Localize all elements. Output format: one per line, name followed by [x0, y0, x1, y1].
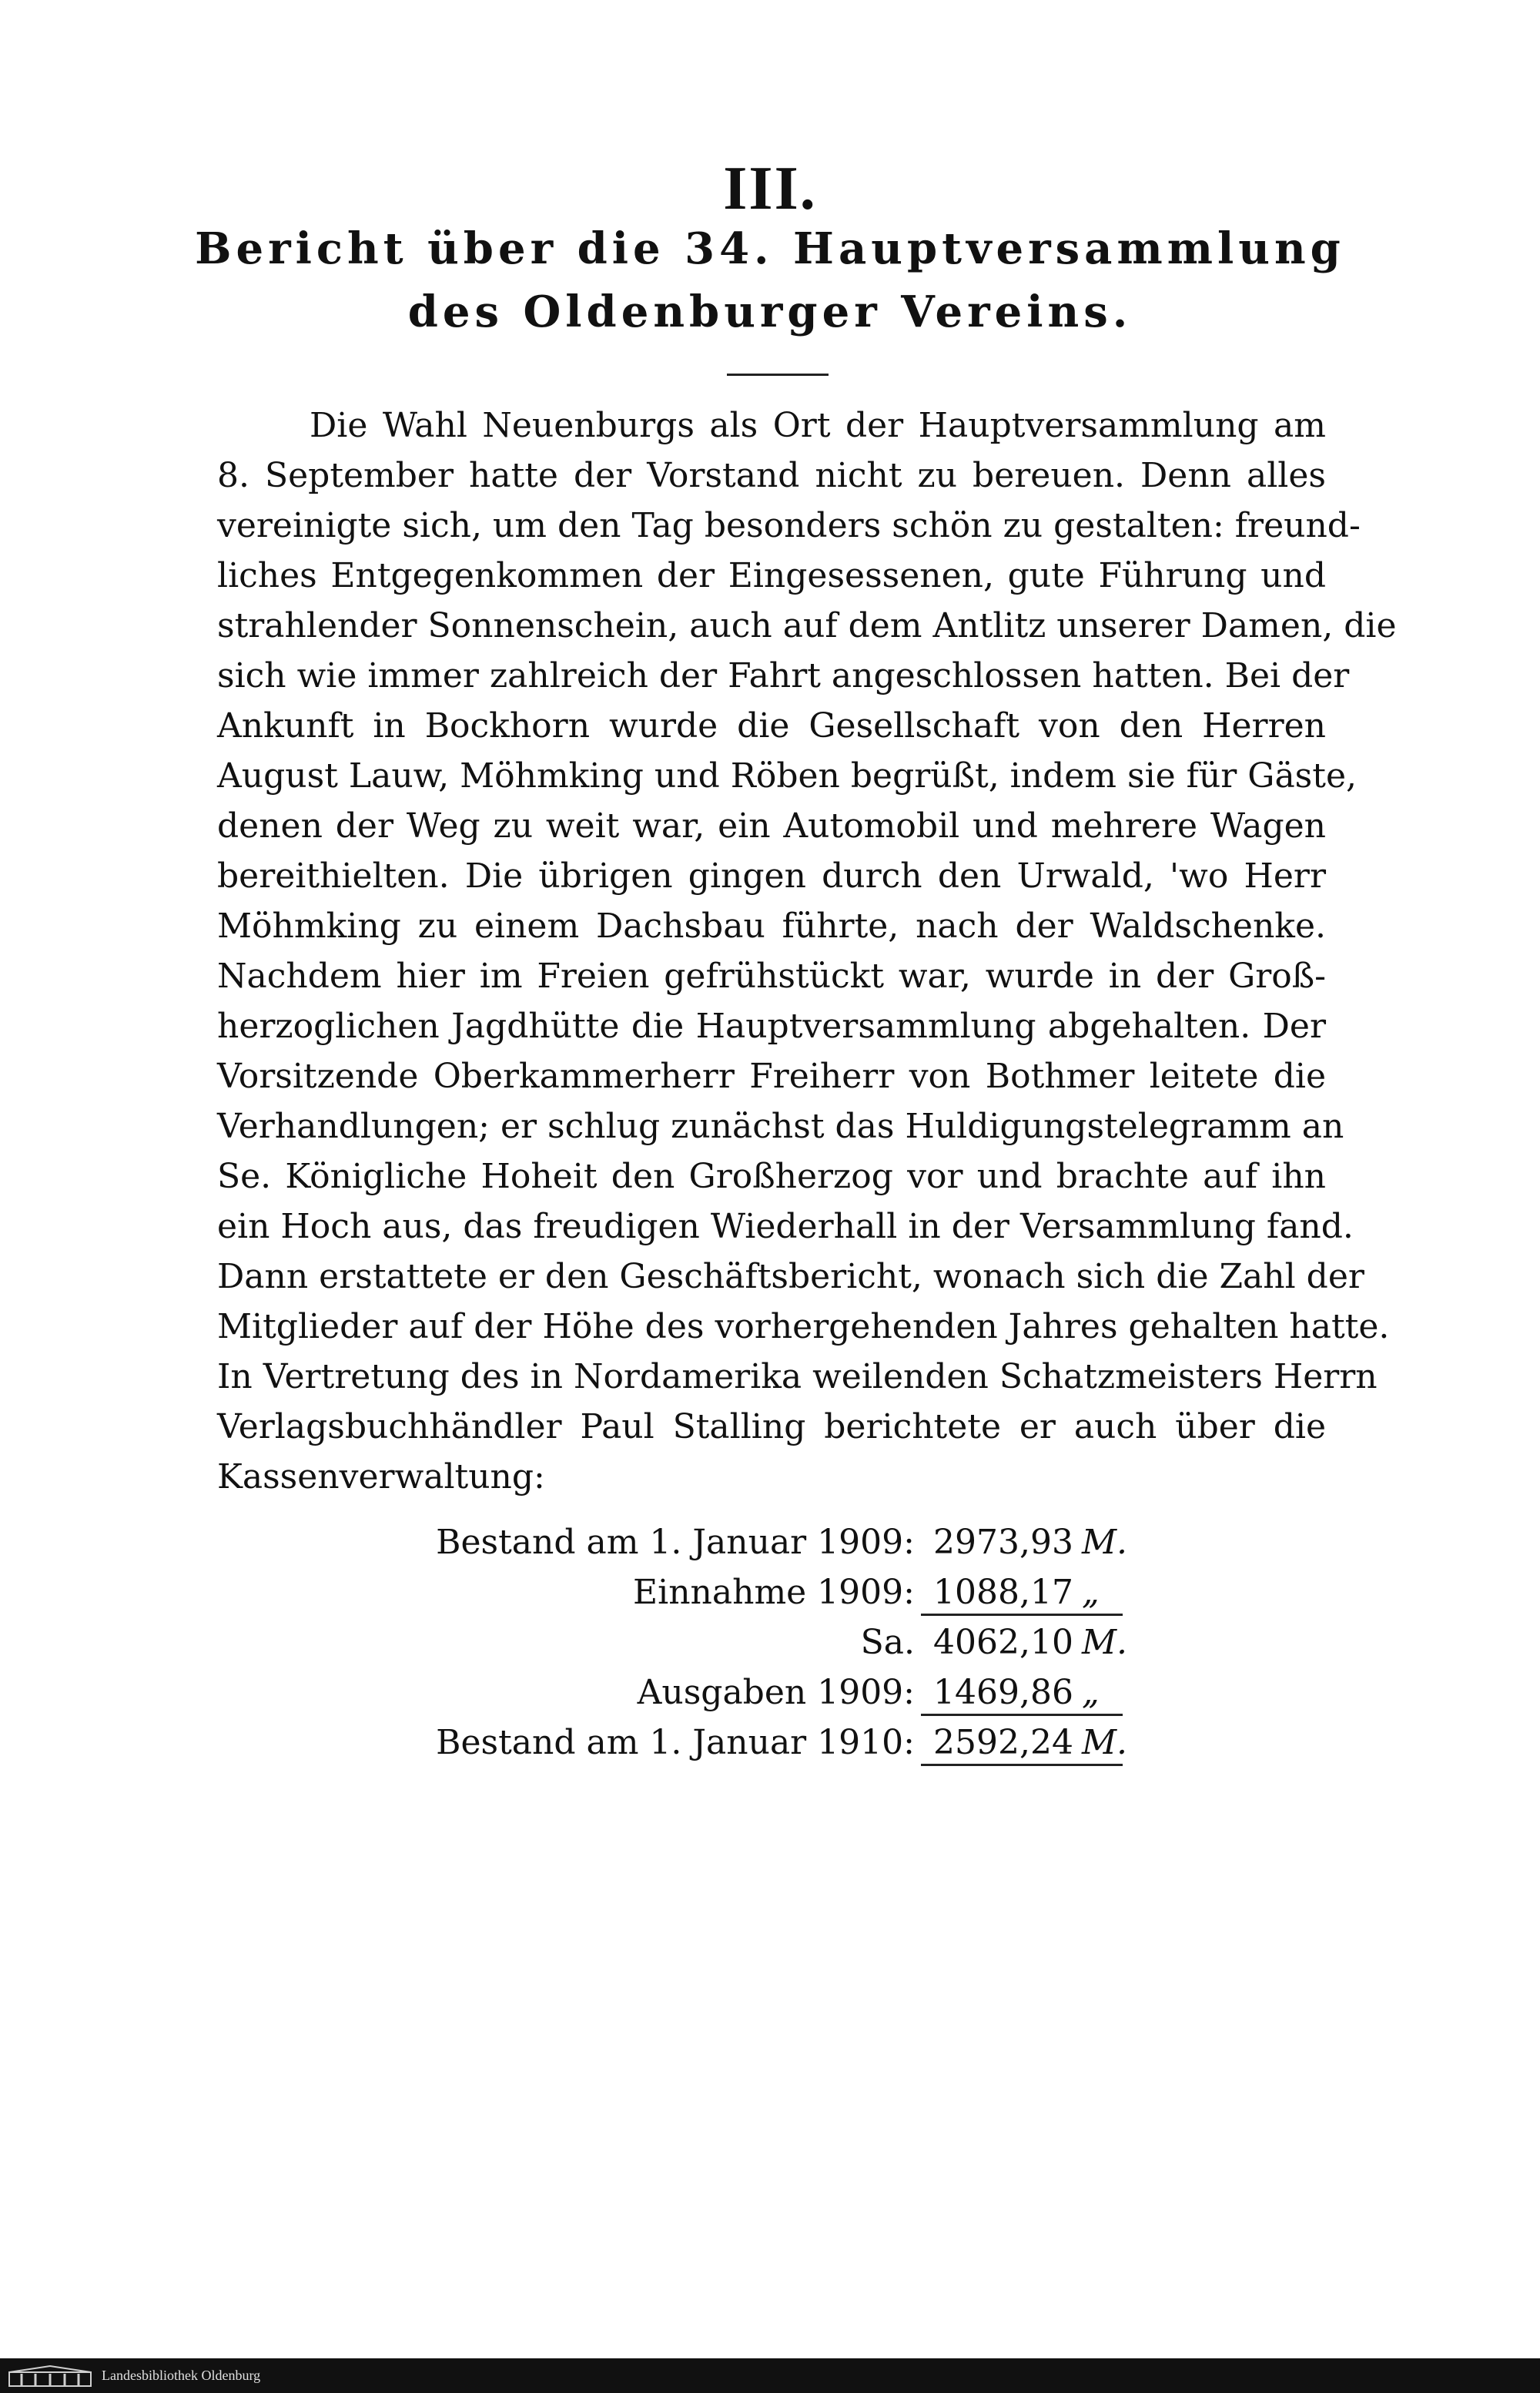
account-amount: 4062,10 [933, 1623, 1073, 1662]
title-line-1: Bericht über die 34. Hauptversammlung [195, 223, 1345, 274]
text-line: Kassenverwaltung: [217, 1457, 545, 1496]
text-line: August Lauw, Möhmking und Röben begrüßt, indem sie für Gäste, [217, 756, 1357, 796]
account-label: Bestand am 1. Januar 1910: [436, 1723, 915, 1762]
text-line: sich wie immer zahlreich der Fahrt angeschlossen hatten. Bei der [217, 656, 1350, 695]
text-line: ein Hoch aus, das freudigen Wiederhall in der Versammlung fand. [217, 1207, 1354, 1246]
text-line: In Vertretung des in Nordamerika weilenden Schatzmeisters Herrn [217, 1357, 1378, 1396]
text-line: Nachdem hier im Freien gefrühstückt war, wurde in der Groß- [217, 957, 1326, 996]
account-label: Ausgaben 1909: [637, 1673, 915, 1712]
account-amount: 1088,17 [933, 1573, 1073, 1612]
account-amount: 2973,93 [933, 1523, 1073, 1562]
ditto-mark: „ [1082, 1673, 1100, 1712]
account-amount: 1469,86 [933, 1673, 1073, 1712]
text-line: Verhandlungen; er schlug zunächst das Huldigungstelegramm an [217, 1107, 1344, 1146]
body-paragraph [217, 401, 1397, 1502]
library-footer [0, 2358, 1540, 2393]
text-line: Vorsitzende Oberkammerherr Freiherr von Bothmer leitete die [217, 1057, 1326, 1096]
account-row [0, 1718, 1540, 1768]
text-line: liches Entgegenkommen der Eingesessenen, gute Führung und [217, 556, 1326, 595]
account-amount: 2592,24 [933, 1723, 1073, 1762]
library-building-icon [8, 2365, 92, 2388]
currency-mark: M. [1082, 1623, 1128, 1662]
text-line: Die Wahl Neuenburgs als Ort der Hauptversammlung am [310, 406, 1326, 445]
text-line: bereithielten. Die übrigen gingen durch den Urwald, 'wo Herr [217, 856, 1326, 896]
account-label: Einnahme 1909: [633, 1573, 915, 1612]
total-underline [921, 1764, 1123, 1766]
account-label: Bestand am 1. Januar 1909: [436, 1523, 915, 1562]
ditto-mark: „ [1082, 1573, 1100, 1612]
text-line: herzoglichen Jagdhütte die Hauptversammlung abgehalten. Der [217, 1007, 1326, 1046]
text-line: denen der Weg zu weit war, ein Automobil und mehrere Wagen [217, 806, 1326, 846]
text-line: Ankunft in Bockhorn wurde die Gesellschaft von den Herren [217, 706, 1326, 746]
balance-underline [921, 1714, 1123, 1716]
title-divider [727, 374, 829, 376]
account-row [0, 1617, 1540, 1667]
text-line: Mitglieder auf der Höhe des vorhergehenden Jahres gehalten hatte. [217, 1307, 1390, 1346]
text-line: strahlender Sonnenschein, auch auf dem Antlitz unserer Damen, die [217, 606, 1397, 645]
currency-mark: M. [1082, 1723, 1128, 1762]
text-line: Möhmking zu einem Dachsbau führte, nach der Waldschenke. [217, 907, 1326, 946]
account-row [0, 1517, 1540, 1567]
currency-mark: M. [1082, 1523, 1128, 1562]
account-label: Sa. [860, 1623, 915, 1662]
account-row [0, 1567, 1540, 1617]
text-line: vereinigte sich, um den Tag besonders schön zu gestalten: freund- [217, 506, 1361, 545]
text-line: Se. Königliche Hoheit den Großherzog vor und brachte auf ihn [217, 1157, 1326, 1196]
text-line: Verlagsbuchhändler Paul Stalling berichtete er auch über die [217, 1407, 1326, 1446]
library-name: Landesbibliothek Oldenburg [102, 2368, 261, 2383]
title-line-2: des Oldenburger Vereins. [407, 287, 1133, 337]
sum-underline [921, 1614, 1123, 1616]
account-row [0, 1667, 1540, 1718]
chapter-numeral: III. [723, 155, 817, 223]
text-line: Dann erstattete er den Geschäftsbericht, wonach sich die Zahl der [217, 1257, 1364, 1296]
text-line: 8. September hatte der Vorstand nicht zu bereuen. Denn alles [217, 456, 1326, 495]
